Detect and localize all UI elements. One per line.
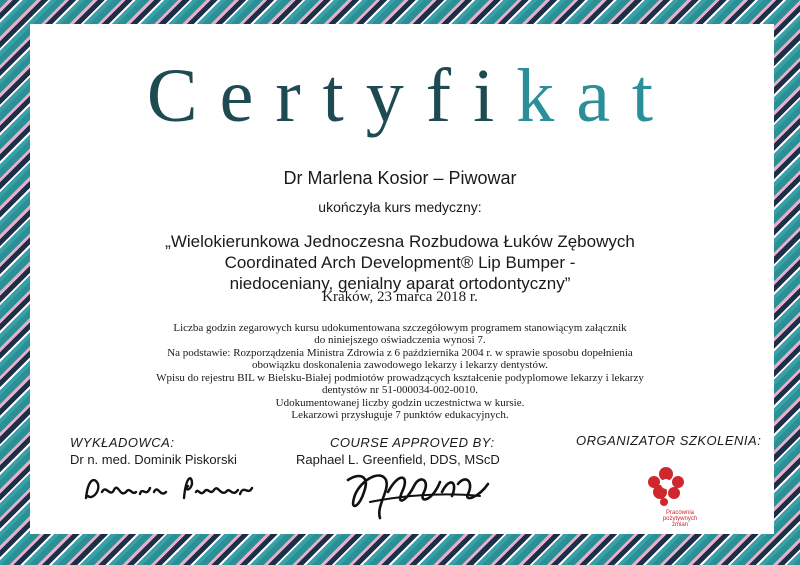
recipient-name: Dr Marlena Kosior – Piwowar xyxy=(283,168,517,188)
details-line-3: Na podstawie: Rozporządzenia Ministra Zdrowia z 6 października 2004 r. w sprawie sposobu dopełnienia xyxy=(167,347,633,359)
details-line-2: do niniejszego oświadczenia wynosi 7. xyxy=(314,334,486,346)
completed-text: ukończyła kurs medyczny: xyxy=(318,199,482,215)
details-line-4: obowiązku doskonalenia zawodowego lekarzy i lekarzy dentystów. xyxy=(252,359,548,371)
lecturer-heading: WYKŁADOWCA: xyxy=(70,435,175,450)
details-line-8: Lekarzowi przysługuje 7 punktów edukacyjnych. xyxy=(291,409,509,421)
title-part-1: Certyfi xyxy=(146,54,517,138)
details-line-5: Wpisu do rejestru BIL w Bielsku-Białej podmiotów prowadzących kształcenie podyplomowe lekarzy i lekarzy xyxy=(156,372,644,384)
lecturer-name: Dr n. med. Dominik Piskorski xyxy=(70,452,237,467)
details-line-1: Liczba godzin zegarowych kursu udokumentowana szczegółowym programem stanowiącym załącznik xyxy=(173,322,627,334)
place-date: Kraków, 23 marca 2018 r. xyxy=(322,289,478,305)
lecturer-signature xyxy=(80,470,260,506)
approver-name: Raphael L. Greenfield, DDS, MScD xyxy=(296,452,500,467)
approver-signature xyxy=(340,462,500,528)
organizer-logo-text: Pracownia pozytywnych zmian xyxy=(662,510,698,528)
course-title-line-1: „Wielokierunkowa Jednoczesna Rozbudowa Łuków Zębowych xyxy=(165,232,635,251)
course-title-line-3: niedoceniany, genialny aparat ortodontyczny” xyxy=(229,274,571,293)
title-part-2: kat xyxy=(516,54,676,138)
course-title-line-2: Coordinated Arch Development® Lip Bumper - xyxy=(224,253,576,272)
certificate-title xyxy=(0,54,800,138)
details-line-7: Udokumentowanej liczby godzin uczestnictwa w kursie. xyxy=(275,397,525,409)
details-line-6: dentystów nr 51-000034-002-0010. xyxy=(321,384,479,396)
organizer-heading: ORGANIZATOR SZKOLENIA: xyxy=(576,433,762,448)
approved-heading: COURSE APPROVED BY: xyxy=(330,435,495,450)
